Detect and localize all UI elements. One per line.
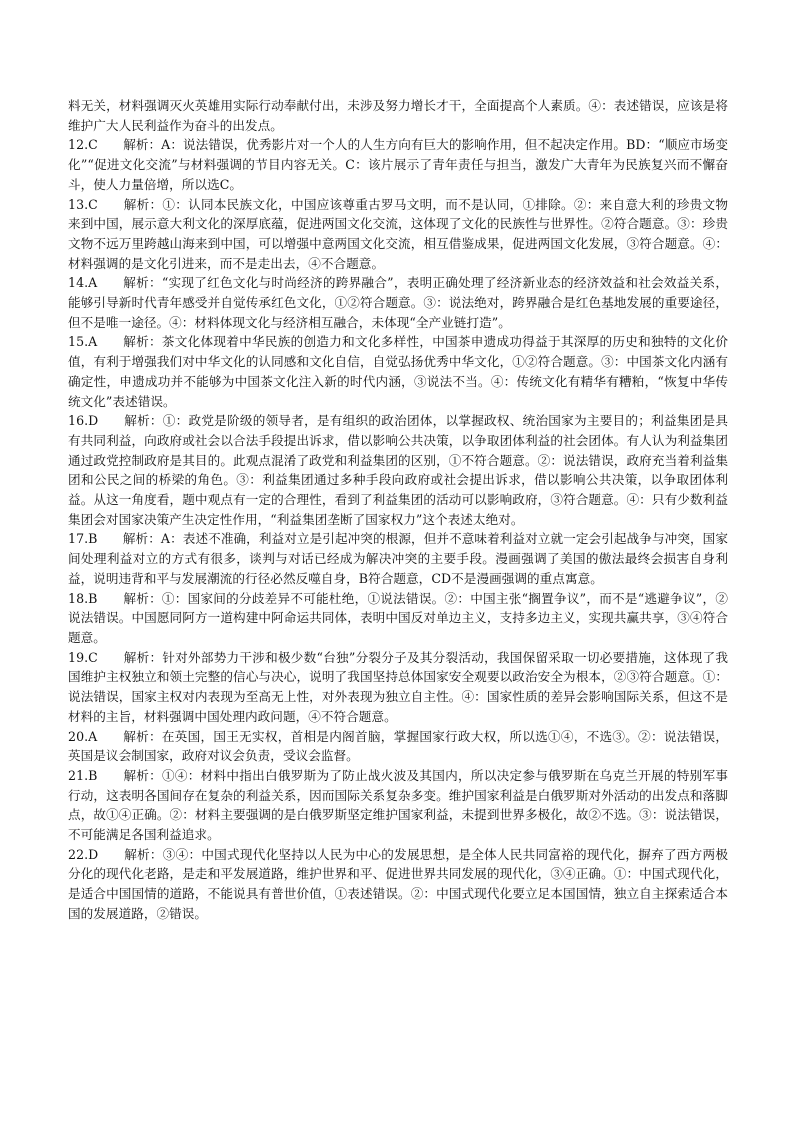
explanation-21: 21.B 解析：①④：材料中指出白俄罗斯为了防止战火波及其国内，所以决定参与俄罗斯在乌克兰开展的特别军事行动，这表明各国间存在复杂的利益关系，因而国际关系复杂多变。维护国家利益是白俄罗斯对外活动的出发点和落脚点，故①④正确。②：材料主要强调的是白俄罗斯坚定维护国家利益，未提到世界多极化，故②不选。③：说法错误，不可能满足各国利益追求。 bbox=[68, 767, 728, 843]
explanation-20: 20.A 解析：在英国，国王无实权，首相是内阁首脑，掌握国家行政大权，所以选①④，不选③。②：说法错误，英国是议会制国家，政府对议会负责，受议会监督。 bbox=[68, 728, 728, 764]
explanation-14: 14.A 解析：“实现了红色文化与时尚经济的跨界融合”，表明正确处理了经济新业态的经济效益和社会效益关系，能够引导新时代青年感受并自觉传承红色文化，①②符合题意。③：说法绝对，跨界融合是红色基地发展的重要途径，但不是唯一途径。④：材料体现文化与经济相互融合，未体现“全产业链打造”。 bbox=[68, 275, 728, 330]
explanation-19: 19.C 解析：针对外部势力干涉和极少数“台独”分裂分子及其分裂活动，我国保留采取一切必要措施，这体现了我国维护主权独立和领土完整的信心与决心，说明了我国坚持总体国家安全观要以政治安全为根本，②③符合题意。①：说法错误，国家主权对内表现为至高无上性，对外表现为独立自主性。④：国家性质的差异会影响国际关系，但这不是材料的主旨，材料强调中国处理内政问题，④不符合题意。 bbox=[68, 649, 728, 724]
explanation-15: 15.A 解析：茶文化体现着中华民族的创造力和文化多样性，中国茶申遗成功得益于其深厚的历史和独特的文化价值，有利于增强我们对中华文化的认同感和文化自信，自觉弘扬优秀中华文化，①②符合题意。③：中国茶文化内涵有确定性，申遗成功并不能够为中国茶文化注入新的时代内涵，③说法不当。④：传统文化有精华有糟粕，“恢复中华传统文化”表述错误。 bbox=[68, 334, 728, 409]
explanation-16: 16.D 解析：①：政党是阶级的领导者，是有组织的政治团体，以掌握政权、统治国家为主要目的；利益集团是具有共同利益，向政府或社会以合法手段提出诉求，借以影响公共决策，以争取团体利益的社会团体。有人认为利益集团通过政党控制政府是其目的。此观点混淆了政党和利益集团的区别，①不符合题意。②：说法错误，政府充当着利益集团和公民之间的桥梁的角色。③：利益集团通过多种手段向政府或社会提出诉求，借以影响公共决策，以争取团体利益。从这一角度看，题中观点有一定的合理性，看到了利益集团的活动可以影响政府，③符合题意。④：只有少数利益集团会对国家决策产生决定性作用，“利益集团垄断了国家权力”这个表述太绝对。 bbox=[68, 413, 728, 527]
explanation-17: 17.B 解析：A：表述不准确，利益对立是引起冲突的根源，但并不意味着利益对立就一定会引起战争与冲突，国家间处理利益对立的方式有很多，谈判与对话已经成为解决冲突的主要手段。漫画强调了美国的傲法最终会损害自身利益，说明违背和平与发展潮流的行径必然反噬自身，B符合题意，CD不是漫画强调的重点寓意。 bbox=[68, 531, 728, 586]
explanation-13: 13.C 解析：①：认同本民族文化，中国应该尊重古罗马文明，而不是认同，①排除。②：来自意大利的珍贵文物来到中国，展示意大利文化的深厚底蕴，促进两国文化交流，这体现了文化的民族性与世界性。②符合题意。③：珍贵文物不远万里跨越山海来到中国，可以增强中意两国文化交流，相互借鉴成果，促进两国文化发展，③符合题意。④：材料强调的是文化引进来，而不是走出去，④不合题意。 bbox=[68, 196, 728, 271]
explanation-18: 18.B 解析：①：国家间的分歧差异不可能杜绝，①说法错误。②：中国主张“搁置争议”，而不是“逃避争议”，②说法错误。中国愿同阿方一道构建中阿命运共同体，表明中国反对单边主义，支持多边主义，实现共赢共享，③④符合题意。 bbox=[68, 590, 728, 645]
explanation-12: 12.C 解析：A：说法错误，优秀影片对一个人的人生方向有巨大的影响作用，但不起决定作用。BD：“顺应市场变化”“促进文化交流”与材料强调的节目内容无关。C：该片展示了青年责任与担当，激发广大青年为民族复兴而不懈奋斗，使人力量倍增，所以选C。 bbox=[68, 137, 728, 192]
explanation-22: 22.D 解析：③④：中国式现代化坚持以人民为中心的发展思想，是全体人民共同富裕的现代化，摒弃了西方两极分化的现代化老路，是走和平发展道路，维护世界和平、促进世界共同发展的现代化，③④正确。①：中国式现代化，是适合中国国情的道路，不能说具有普世价值，①表述错误。②：中国式现代化要立足本国国情，独立自主探索适合本国的发展道路，②错误。 bbox=[68, 846, 728, 921]
answer-explanations bbox=[68, 96, 728, 924]
explanation-continued: 料无关，材料强调灭火英雄用实际行动奉献付出，未涉及努力增长才干，全面提高个人素质。④：表述错误，应该是将维护广大人民利益作为奋斗的出发点。 bbox=[68, 98, 728, 133]
